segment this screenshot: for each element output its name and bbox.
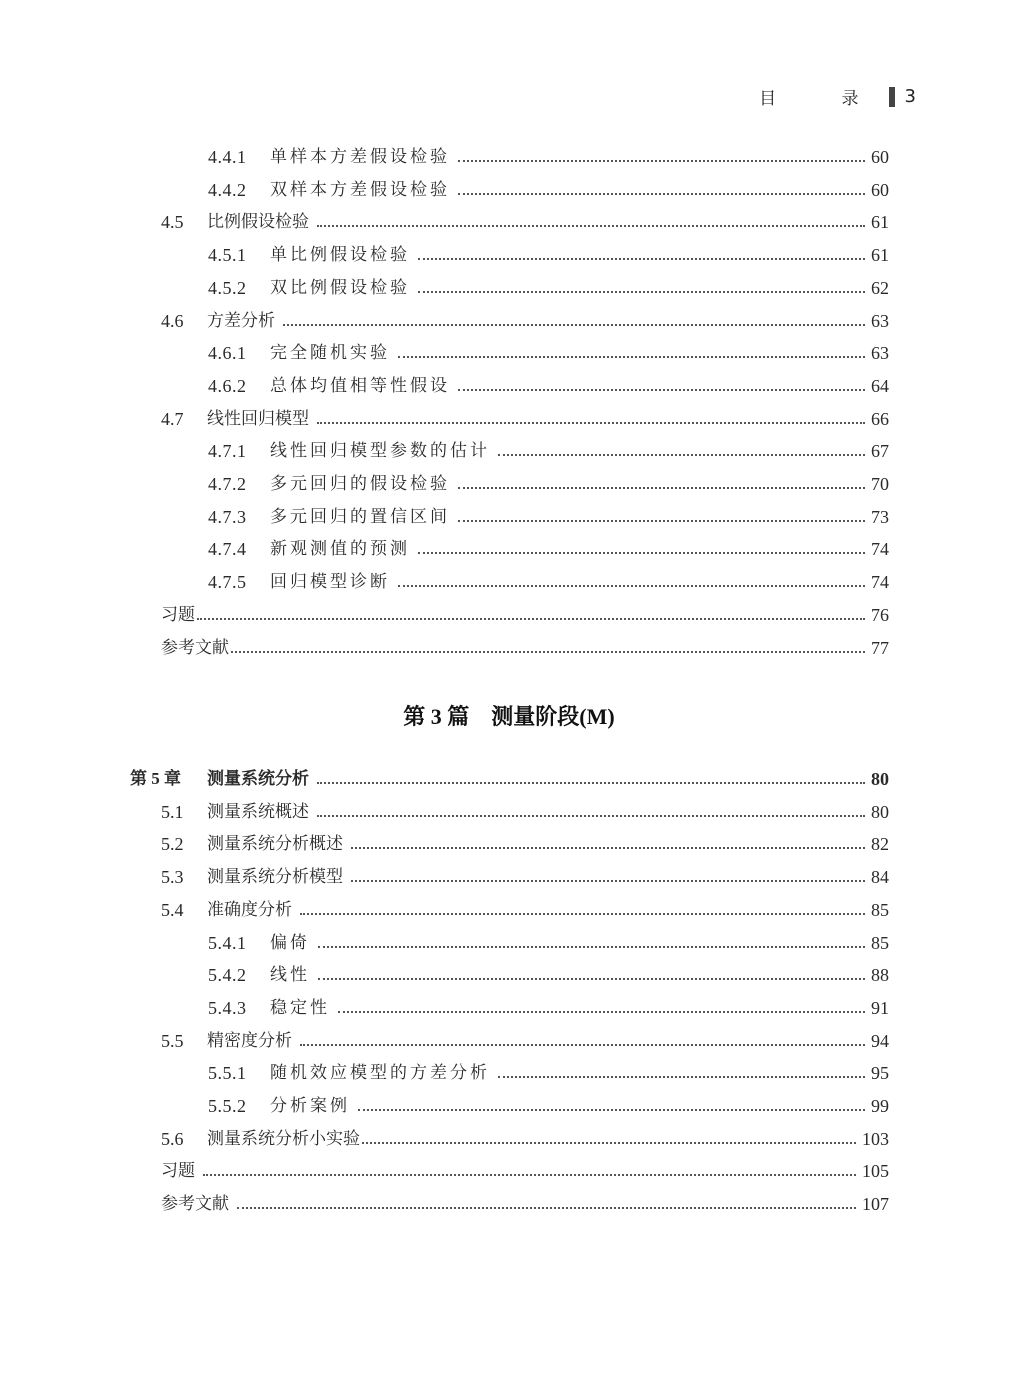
toc-entry-title: 参考文献: [161, 637, 229, 658]
toc-entry[interactable]: [208, 1061, 889, 1085]
toc-entry-number: 5.4: [161, 899, 184, 920]
toc-entry-title: 精密度分析: [207, 1030, 292, 1051]
toc-entry-number: 5.5.2: [208, 1096, 247, 1116]
toc-entry[interactable]: [208, 243, 889, 267]
toc-entry[interactable]: [208, 570, 889, 594]
toc-dot-leader: [458, 520, 865, 522]
toc-entry-title: 双比例假设检验: [270, 277, 410, 298]
toc-entry[interactable]: [161, 210, 889, 234]
toc-entry-page: 64: [871, 375, 889, 396]
toc-entry[interactable]: [208, 276, 889, 300]
toc-entry-number: 4.6: [161, 310, 184, 331]
toc-entry-page: 76: [871, 604, 889, 625]
toc-entry-number: 4.4.1: [208, 147, 247, 167]
toc-entry-title: 测量系统分析模型: [207, 867, 343, 888]
toc-entry-title: 分析案例: [270, 1096, 350, 1116]
toc-entry-title: 线性回归模型参数的估计: [270, 441, 490, 462]
toc-entry-page: 105: [862, 1161, 889, 1182]
toc-dot-leader: [458, 487, 865, 489]
toc-dot-leader: [398, 356, 865, 358]
toc-entry[interactable]: [161, 800, 889, 824]
toc-entry-number: 5.2: [161, 834, 184, 855]
toc-entry-title: 方差分析: [207, 310, 275, 331]
toc-entry-title: 偏倚: [270, 932, 310, 953]
toc-dot-leader: [418, 291, 865, 293]
toc-dot-leader: [317, 782, 865, 784]
toc-entry-number: 4.6.2: [208, 375, 247, 396]
toc-entry-page: 61: [871, 245, 889, 266]
toc-entry-number: 4.7.1: [208, 441, 247, 462]
toc-dot-leader: [458, 193, 865, 195]
toc-entry[interactable]: [208, 472, 889, 496]
toc-dot-leader: [362, 1142, 856, 1144]
toc-dot-leader: [418, 552, 865, 554]
toc-entry[interactable]: [161, 1127, 889, 1151]
toc-entry-number: 5.3: [161, 867, 184, 888]
toc-entry-number: 4.7.2: [208, 474, 247, 494]
toc-entry-title: 单比例假设检验: [270, 245, 410, 266]
toc-entry[interactable]: [161, 407, 889, 431]
toc-entry-page: 85: [871, 899, 889, 920]
toc-entry-page: 99: [871, 1096, 889, 1116]
toc-entry-page: 77: [871, 637, 889, 658]
toc-entry-title: 测量系统概述: [207, 801, 309, 822]
toc-entry-title: 线性: [270, 965, 310, 986]
toc-entry[interactable]: [130, 767, 889, 791]
toc-entry-title: 随机效应模型的方差分析: [270, 1063, 490, 1084]
toc-entry-page: 63: [871, 343, 889, 364]
toc-entry-page: 82: [871, 834, 889, 855]
toc-dot-leader: [398, 585, 865, 587]
toc-dot-leader: [318, 946, 865, 948]
toc-entry-number: 4.7: [161, 408, 184, 429]
toc-entry-title: 完全随机实验: [270, 343, 390, 364]
toc-entry-page: 61: [871, 212, 889, 233]
toc-entry-number: 4.6.1: [208, 343, 247, 364]
toc-entry-title: 多元回归的置信区间: [270, 506, 450, 527]
toc-entry-number: 5.4.3: [208, 997, 247, 1018]
toc-entry[interactable]: [161, 1192, 889, 1216]
toc-entry-title: 准确度分析: [207, 899, 292, 920]
toc-dot-leader: [318, 978, 865, 980]
toc-entry-title: 习题: [161, 604, 195, 625]
toc-entry-page: 94: [871, 1030, 889, 1051]
toc-entry[interactable]: [208, 341, 889, 365]
toc-entry-page: 85: [871, 932, 889, 953]
toc-entry[interactable]: [208, 931, 889, 955]
toc-dot-leader: [317, 422, 865, 424]
toc-dot-leader: [338, 1011, 865, 1013]
toc-entry-title: 多元回归的假设检验: [270, 474, 450, 494]
toc-entry-title: 单样本方差假设检验: [270, 147, 450, 167]
toc-entry-page: 63: [871, 310, 889, 331]
toc-entry-number: 5.5.1: [208, 1063, 247, 1084]
toc-entry[interactable]: [161, 636, 889, 660]
toc-entry-page: 74: [871, 539, 889, 560]
toc-entry[interactable]: [208, 145, 889, 169]
toc-entry-number: 第 5 章: [130, 769, 181, 788]
toc-entry-number: 4.5.1: [208, 245, 247, 266]
toc-entry-title: 习题: [161, 1161, 195, 1182]
toc-dot-leader: [498, 454, 865, 456]
toc-dot-leader: [458, 160, 865, 162]
toc-entry-title: 线性回归模型: [207, 408, 309, 429]
toc-entry-title: 新观测值的预测: [270, 539, 410, 560]
toc-entry-number: 4.7.3: [208, 506, 247, 527]
toc-entry-page: 80: [871, 769, 889, 789]
part-heading: 第 3 篇 测量阶段(M): [403, 704, 615, 729]
toc-entry[interactable]: [161, 898, 889, 922]
toc-entry-number: 4.5: [161, 212, 184, 233]
toc-entry-title: 回归模型诊断: [270, 572, 390, 593]
toc-dot-leader: [300, 1044, 865, 1046]
toc-entry-title: 测量系统分析: [207, 769, 309, 789]
toc-entry[interactable]: [208, 996, 889, 1020]
toc-dot-leader: [203, 1174, 856, 1176]
toc-entry-number: 5.4.2: [208, 965, 247, 986]
toc-entry[interactable]: [161, 603, 889, 627]
header-page-number: 3: [904, 86, 916, 107]
toc-entry-page: 73: [871, 506, 889, 527]
toc-dot-leader: [317, 815, 865, 817]
toc-entry-page: 70: [871, 474, 889, 494]
toc-dot-leader: [283, 324, 865, 326]
toc-dot-leader: [317, 225, 865, 227]
toc-entry-page: 74: [871, 572, 889, 593]
toc-entry-page: 95: [871, 1063, 889, 1084]
toc-entry-page: 84: [871, 867, 889, 888]
running-header: [759, 84, 916, 109]
toc-entry-page: 107: [862, 1194, 889, 1215]
toc-entry-page: 67: [871, 441, 889, 462]
toc-entry-title: 比例假设检验: [207, 212, 309, 233]
toc-entry[interactable]: [161, 832, 889, 856]
toc-entry-number: 5.6: [161, 1128, 184, 1149]
toc-dot-leader: [498, 1076, 865, 1078]
toc-dot-leader: [418, 258, 865, 260]
toc-entry-title: 稳定性: [270, 997, 330, 1018]
toc-entry[interactable]: [161, 1029, 889, 1053]
toc-entry[interactable]: [161, 865, 889, 889]
toc-dot-leader: [300, 913, 865, 915]
toc-entry-title: 测量系统分析概述: [207, 834, 343, 855]
toc-dot-leader: [237, 1207, 856, 1209]
toc-entry-number: 4.4.2: [208, 179, 247, 200]
toc-dot-leader: [351, 847, 865, 849]
toc-entry-page: 80: [871, 801, 889, 822]
header-divider-bar: [889, 87, 895, 107]
toc-entry-title: 测量系统分析小实验: [207, 1128, 360, 1149]
toc-entry-page: 103: [862, 1128, 889, 1149]
toc-entry[interactable]: [208, 963, 889, 987]
toc-entry-number: 5.5: [161, 1030, 184, 1051]
toc-entry-number: 4.5.2: [208, 277, 247, 298]
toc-dot-leader: [351, 880, 865, 882]
toc-dot-leader: [358, 1109, 865, 1111]
toc-entry-page: 60: [871, 179, 889, 200]
toc-entry-title: 双样本方差假设检验: [270, 179, 450, 200]
toc-entry-page: 91: [871, 997, 889, 1018]
toc-entry[interactable]: [161, 1159, 889, 1183]
toc-entry[interactable]: [208, 178, 889, 202]
toc-entry-title: 总体均值相等性假设: [270, 375, 450, 396]
toc-entry-page: 60: [871, 147, 889, 167]
toc-entry-page: 88: [871, 965, 889, 986]
header-title: 目 录: [759, 89, 889, 109]
toc-entry[interactable]: [208, 374, 889, 398]
toc-entry-page: 66: [871, 408, 889, 429]
toc-entry[interactable]: [161, 309, 889, 333]
toc-entry[interactable]: [208, 439, 889, 463]
toc-entry[interactable]: [208, 505, 889, 529]
toc-entry-page: 62: [871, 277, 889, 298]
toc-dot-leader: [458, 389, 865, 391]
toc-entry-number: 5.1: [161, 801, 184, 822]
toc-entry-number: 4.7.5: [208, 572, 247, 593]
toc-entry-title: 参考文献: [161, 1194, 229, 1215]
toc-entry[interactable]: [208, 1094, 889, 1118]
toc-entry[interactable]: [208, 537, 889, 561]
toc-entry-number: 5.4.1: [208, 932, 247, 953]
toc-entry-number: 4.7.4: [208, 539, 247, 560]
toc-dot-leader: [197, 618, 865, 620]
toc-dot-leader: [231, 651, 865, 653]
